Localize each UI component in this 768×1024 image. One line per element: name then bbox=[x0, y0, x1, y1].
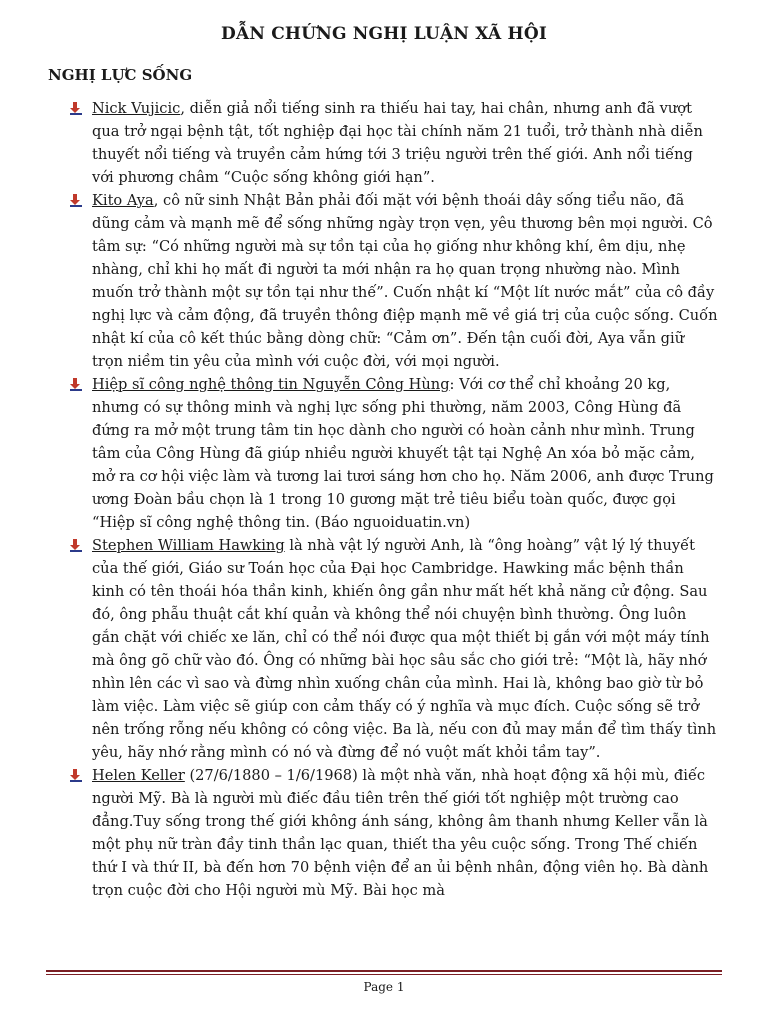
person-name: Nick Vujicic bbox=[92, 100, 181, 117]
arrow-bullet-icon bbox=[70, 194, 84, 208]
list-item bbox=[72, 373, 718, 534]
item-text: , cô nữ sinh Nhật Bản phải đối mặt với bệnh thoái dây sống tiểu não, đã dũng cảm và mạnh mẽ để sống những ngày trọn vẹn, yêu thương bên mọi người. Cô tâm sự: “Có những người mà sự tồn tại của họ giống như không khí, êm dịu, nhẹ nhàng, chỉ khi họ mất đi người ta mới nhận ra họ quan trọng nhường nào. Mình muốn trở thành một sự tồn tại như thế”. Cuốn nhật kí “Một lít nước mắt” của cô đầy nghị lực và cảm động, đã truyền thông điệp mạnh mẽ về giá trị của cuộc sống. Cuốn nhật kí của cô kết thúc bằng dòng chữ: “Cảm ơn”. Đến tận cuối đời, Aya vẫn giữ trọn niềm tin yêu của mình với cuộc đời, với mọi người. bbox=[92, 192, 718, 370]
person-name: Kito Aya bbox=[92, 192, 154, 209]
document-title: DẪN CHỨNG NGHỊ LUẬN XÃ HỘI bbox=[221, 24, 547, 44]
list-item bbox=[72, 97, 718, 189]
list-item bbox=[72, 534, 718, 764]
item-text: là nhà vật lý người Anh, là “ông hoàng” vật lý lý thuyết của thế giới, Giáo sư Toán học của Đại học Cambridge. Hawking mắc bệnh thần kinh có tên thoái hóa thần kinh, khiến ông gần như mất hết khả năng cử động. Sau đó, ông phẫu thuật cắt khí quản và không thể nói chuyện bình thường. Ông luôn gắn chặt với chiếc xe lăn, chỉ có thể nói được qua một thiết bị gắn với một máy tính mà ông gõ chữ vào đó. Ông có những bài học sâu sắc cho giới trẻ: “Một là, hãy nhớ nhìn lên các vì sao và đừng nhìn xuống chân của mình. Hai là, không bao giờ từ bỏ làm việc. Làm việc sẽ giúp con cảm thấy có ý nghĩa và mục đích. Cuộc sống sẽ trở nên trống rỗng nếu không có công việc. Ba là, nếu con đủ may mắn để tìm thấy tình yêu, hãy nhớ rằng mình có nó và đừng để nó vuột mất khỏi tầm tay”. bbox=[92, 537, 717, 761]
person-name: Stephen William Hawking bbox=[92, 537, 285, 554]
page-number: Page 1 bbox=[363, 980, 405, 994]
arrow-bullet-icon bbox=[70, 539, 84, 553]
arrow-bullet-icon bbox=[70, 378, 84, 392]
evidence-list bbox=[72, 97, 718, 902]
arrow-bullet-icon bbox=[70, 102, 84, 116]
item-text: , diễn giả nổi tiếng sinh ra thiếu hai tay, hai chân, nhưng anh đã vượt qua trở ngại bệnh tật, tốt nghiệp đại học tài chính năm 21 tuổi, trở thành nhà diễn thuyết nổi tiếng và truyền cảm hứng tới 3 triệu người trên thế giới. Anh nổi tiếng với phương châm “Cuộc sống không giới hạn”. bbox=[92, 100, 703, 186]
person-name: Hiệp sĩ công nghệ thông tin Nguyễn Công Hùng bbox=[92, 376, 450, 393]
person-name: Helen Keller bbox=[92, 767, 185, 784]
item-text: : Với cơ thể chỉ khoảng 20 kg, nhưng có sự thông minh và nghị lực sống phi thường, năm 2003, Công Hùng đã đứng ra mở một trung tâm tin học dành cho người có hoàn cảnh như mình. Trung tâm của Công Hùng đã giúp nhiều người khuyết tật tại Nghệ An xóa bỏ mặc cảm, mở ra cơ hội việc làm và tương lai tươi sáng hơn cho họ. Năm 2006, anh được Trung ương Đoàn bầu chọn là 1 trong 10 gương mặt trẻ tiêu biểu toàn quốc, được gọi “Hiệp sĩ công nghệ thông tin. (Báo nguoiduatin.vn) bbox=[92, 376, 714, 531]
section-heading: NGHỊ LỰC SỐNG bbox=[48, 66, 193, 84]
list-item bbox=[72, 189, 718, 373]
arrow-bullet-icon bbox=[70, 769, 84, 783]
footer-divider bbox=[46, 970, 722, 975]
list-item bbox=[72, 764, 718, 902]
item-text: (27/6/1880 – 1/6/1968) là một nhà văn, nhà hoạt động xã hội mù, điếc người Mỹ. Bà là người mù điếc đầu tiên trên thế giới tốt nghiệp một trường cao đẳng.Tuy sống trong thế giới không ánh sáng, không âm thanh nhưng Keller vẫn là một phụ nữ tràn đầy tinh thần lạc quan, thiết tha yêu cuộc sống. Trong Thế chiến thứ I và thứ II, bà đến hơn 70 bệnh viện để an ủi bệnh nhân, động viên họ. Bà dành trọn cuộc đời cho Hội người mù Mỹ. Bài học mà bbox=[92, 767, 709, 899]
